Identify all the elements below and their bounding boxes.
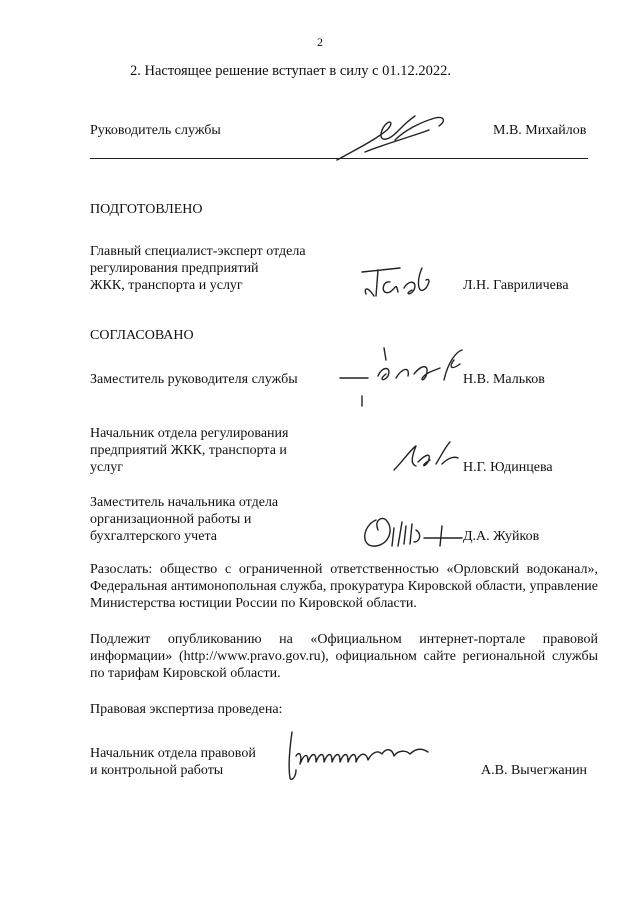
agreed-signer-3-position-line-1: Заместитель начальника отдела [90, 495, 279, 510]
agreed-signer-2-position-line-1: Начальник отдела регулирования [90, 426, 289, 441]
agreed-signer-1-signature [338, 340, 478, 410]
publication-paragraph: Подлежит опубликованию на «Официальном интернет-портале правовой информации» (http://www.pravo.gov.ru), официальном сайте региональной службы по тарифам Кировской области. [90, 632, 598, 681]
prepared-position-line-1: Главный специалист-эксперт отдела [90, 244, 306, 259]
distribution-paragraph: Разослать: общество с ограниченной ответственностью «Орловский водоканал», Федеральная антимонопольная служба, прокуратура Кировской области, управление Министерства юстиции России по Кировской области. [90, 562, 598, 611]
agreed-heading: СОГЛАСОВАНО [90, 328, 194, 343]
agreed-signer-2-signature [392, 440, 462, 476]
agreed-signer-3-name: Д.А. Жуйков [463, 529, 540, 544]
prepared-heading: ПОДГОТОВЛЕНО [90, 202, 203, 217]
head-position: Руководитель службы [90, 123, 221, 138]
prepared-name: Л.Н. Гавриличева [463, 278, 569, 293]
effective-date-clause: 2. Настоящее решение вступает в силу с 01.12.2022. [130, 63, 452, 79]
legal-head-position-line-1: Начальник отдела правовой [90, 746, 256, 761]
agreed-signer-3-position-line-3: бухгалтерского учета [90, 529, 217, 544]
agreed-signer-2-position-line-2: предприятий ЖКК, транспорта и [90, 443, 287, 458]
separator-line [90, 158, 588, 159]
legal-head-signature [282, 726, 434, 784]
agreed-signer-3-position-line-2: организационной работы и [90, 512, 252, 527]
prepared-position-line-3: ЖКК, транспорта и услуг [90, 278, 243, 293]
head-name: М.В. Михайлов [493, 123, 587, 138]
legal-head-position-line-2: и контрольной работы [90, 763, 224, 778]
agreed-signer-3-signature [358, 508, 468, 554]
agreed-signer-1-position: Заместитель руководителя службы [90, 372, 298, 387]
agreed-signer-2-position-line-3: услуг [90, 460, 123, 475]
prepared-position-line-2: регулирования предприятий [90, 261, 259, 276]
legal-review-note: Правовая экспертиза проведена: [90, 702, 283, 717]
prepared-signature [360, 262, 450, 304]
agreed-signer-1-name: Н.В. Мальков [463, 372, 545, 387]
legal-head-name: А.В. Вычегжанин [481, 763, 588, 778]
page-number: 2 [317, 35, 323, 49]
agreed-signer-2-name: Н.Г. Юдинцева [463, 460, 553, 475]
